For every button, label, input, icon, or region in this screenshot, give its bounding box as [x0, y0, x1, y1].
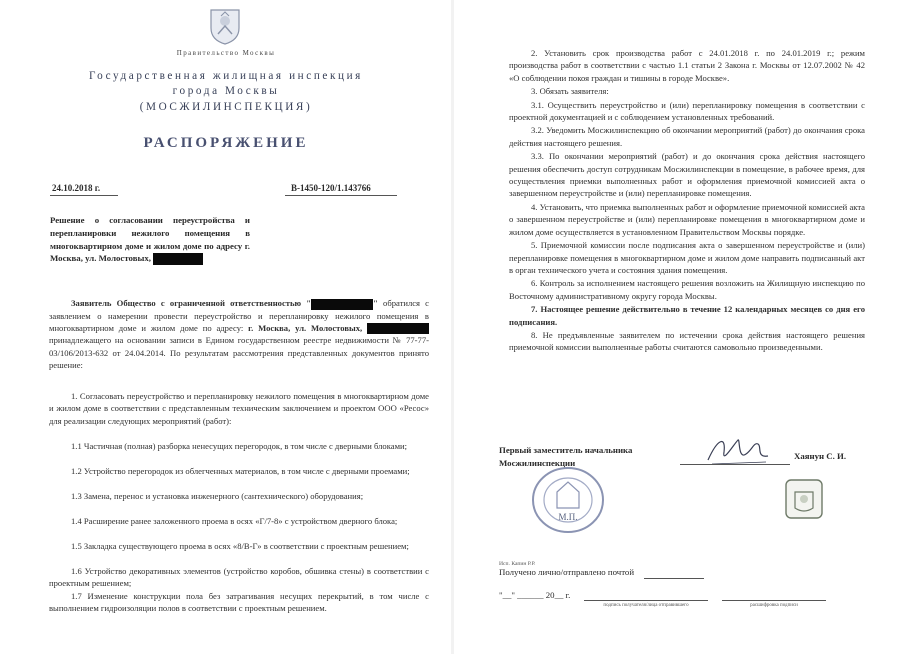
recipient-name-caption: расшифровка подписи: [750, 603, 798, 608]
work-item: 1.6 Устройство декоративных элементов (устройство коробов, обшивка стены) в соответствии с проектным решением;: [49, 566, 429, 589]
decision-item-3-1: 3.1. Осуществить переустройство и (или) перепланировку помещения в соответствии с проектной документацией и с соблюдением установленных требований.: [509, 99, 865, 123]
signatory-name: Хаянун С. И.: [794, 451, 847, 461]
document-number: В-1450-120/1.143766: [291, 183, 371, 193]
decision-item-3-2: 3.2. Уведомить Мосжилинспекцию об окончании мероприятий (работ) до окончания срока действия настоящего решения.: [509, 125, 865, 148]
recipient-name-line: [722, 600, 826, 601]
item-1-text: 1. Согласовать переустройство и перепланировку нежилого помещения в многоквартирном доме и жилом доме в соответствии с представленным техническим заключением и проектом ООО «Ресос» для реализации следующих мероприятий (работ):: [49, 391, 429, 426]
work-item: 1.2 Устройство перегородок из облегченных материалов, в том числе с дверными проемами;: [71, 466, 410, 476]
document-title: РАСПОРЯЖЕНИЕ: [143, 135, 309, 151]
digital-signature-seal-icon: [784, 478, 824, 520]
applicant-prefix: Заявитель Общество с ограниченной ответственностью ": [71, 298, 312, 308]
number-underline: [285, 195, 397, 196]
signatory-role-line2: Мосжилинспекции: [499, 457, 576, 468]
signature-underline: [680, 464, 790, 465]
official-stamp-icon: [529, 464, 607, 536]
applicant-suffix: ": [373, 298, 378, 308]
document-subject: [50, 214, 250, 265]
decision-item-8: 8. Не предъявленные заявителем по истечении срока действия настоящего решения приемочной комиссии выполненные работы считаются самовольно произведенными.: [509, 329, 865, 353]
moscow-coat-of-arms-icon: [207, 6, 243, 46]
signatory-role-line1: Первый заместитель начальника: [499, 445, 633, 455]
subject-text: Решение о согласовании переустройства и перепланировки нежилого помещения в многоквартирном доме и жилом доме по адресу г. Москва, ул. Молостовых,: [50, 215, 250, 264]
decision-item-7: 7. Настоящее решение действительно в течение 12 календарных месяцев со дня его подписания.: [509, 304, 865, 327]
inspection-name-line2: города Москвы: [172, 85, 280, 97]
intro-paragraph: обратился с заявлением о намерении провести переустройство и перепланировку нежилого помещения в многоквартирном доме и жилом доме по адресу:: [49, 298, 429, 333]
redaction-block: [153, 253, 203, 265]
receipt-date-line: "__" ______ 20__ г.: [499, 590, 571, 600]
inspection-name-line1: Государственная жилищная инспекция: [89, 70, 363, 82]
document-body-intro: [49, 297, 429, 373]
decision-item-2: 2. Установить срок производства работ с 24.01.2018 г. по 24.01.2019 г.; режим производства работ в соответствии с частью 1.1 статьи 2 Закона г. Москвы от 12.07.2002 № 42 «О соблюдении покоя граждан и тишины в городе Москве».: [509, 48, 865, 83]
inspection-name-line3: (МОСЖИЛИНСПЕКЦИЯ): [139, 101, 313, 113]
date-underline: [50, 195, 118, 196]
receipt-note: Получено лично/отправлено почтой: [499, 567, 635, 577]
document-date: 24.10.2018 г.: [52, 183, 101, 193]
executor-note: Исп. Капин Р.Р.: [499, 561, 536, 567]
recipient-sign-line: [584, 600, 708, 601]
work-item: 1.5 Закладка существующего проема в осях «8/В-Г» в соответствии с проектным решением;: [71, 541, 409, 551]
decision-item-1: [49, 390, 429, 428]
document-body-decisions: [509, 47, 865, 355]
work-item: 1.7 Изменение конструкции пола без затрагивания несущих перекрытий, в том числе с выполнением гидроизоляции полов в соответствии с проектным решением.: [49, 591, 429, 614]
receipt-underline: [644, 578, 704, 579]
recipient-sign-caption: подпись получателя/лица отправившего: [603, 603, 689, 608]
decision-item-6: 6. Контроль за исполнением настоящего решения возложить на Жилищную инспекцию по Восточному административному округу города Москвы.: [509, 278, 865, 301]
work-item: 1.1 Частичная (полная) разборка ненесущих перегородок, в том числе с дверными блоками;: [71, 441, 407, 451]
work-item: 1.3 Замена, перенос и установка инженерного (сантехнического) оборудования;: [71, 491, 364, 501]
decision-item-3: 3. Обязать заявителя:: [531, 86, 609, 97]
object-address: г. Москва, ул. Молостовых,: [248, 322, 363, 333]
stamp-text: М.П.: [558, 512, 578, 522]
work-item: 1.4 Расширение ранее заложенного проема в осях «Г/7-8» с устройством дверного блока;: [71, 516, 398, 526]
document-page-right: [454, 0, 900, 654]
decision-item-4: 4. Установить, что приемка выполненных работ и оформление приемочной комиссией акта о завершенном переустройстве и (или) перепланировке помещения в многоквартирном доме и жилом доме осуществляется в установленном Правительством Москвы порядке.: [509, 201, 865, 237]
government-name: Правительство Москвы: [176, 49, 276, 57]
decision-item-5: 5. Приемочной комиссии после подписания акта о завершенном переустройстве и (или) перепланировке помещения в многоквартирном доме и жилом доме направить подписанный акт в орган технического учета и состояния здания помещения.: [509, 240, 865, 275]
intro-paragraph-cont: принадлежащего на основании записи в Едином государственном реестре недвижимости № 77-77-03/106/2013-632 от 24.04.2014. По результатам рассмотрения представленных документов принято решение:: [49, 335, 429, 371]
redaction-block: [367, 323, 429, 334]
decision-item-3-3: 3.3. По окончании мероприятий (работ) и до окончания срока действия настоящего решения обеспечить доступ сотрудникам Мосжилинспекции в помещение, в рабочее время, для осуществления приемки выполненных работ и оформления приемочной комиссией акта о завершенном переустройстве и (или) перепланировке помещения.: [509, 151, 865, 199]
redaction-block: [311, 299, 373, 310]
